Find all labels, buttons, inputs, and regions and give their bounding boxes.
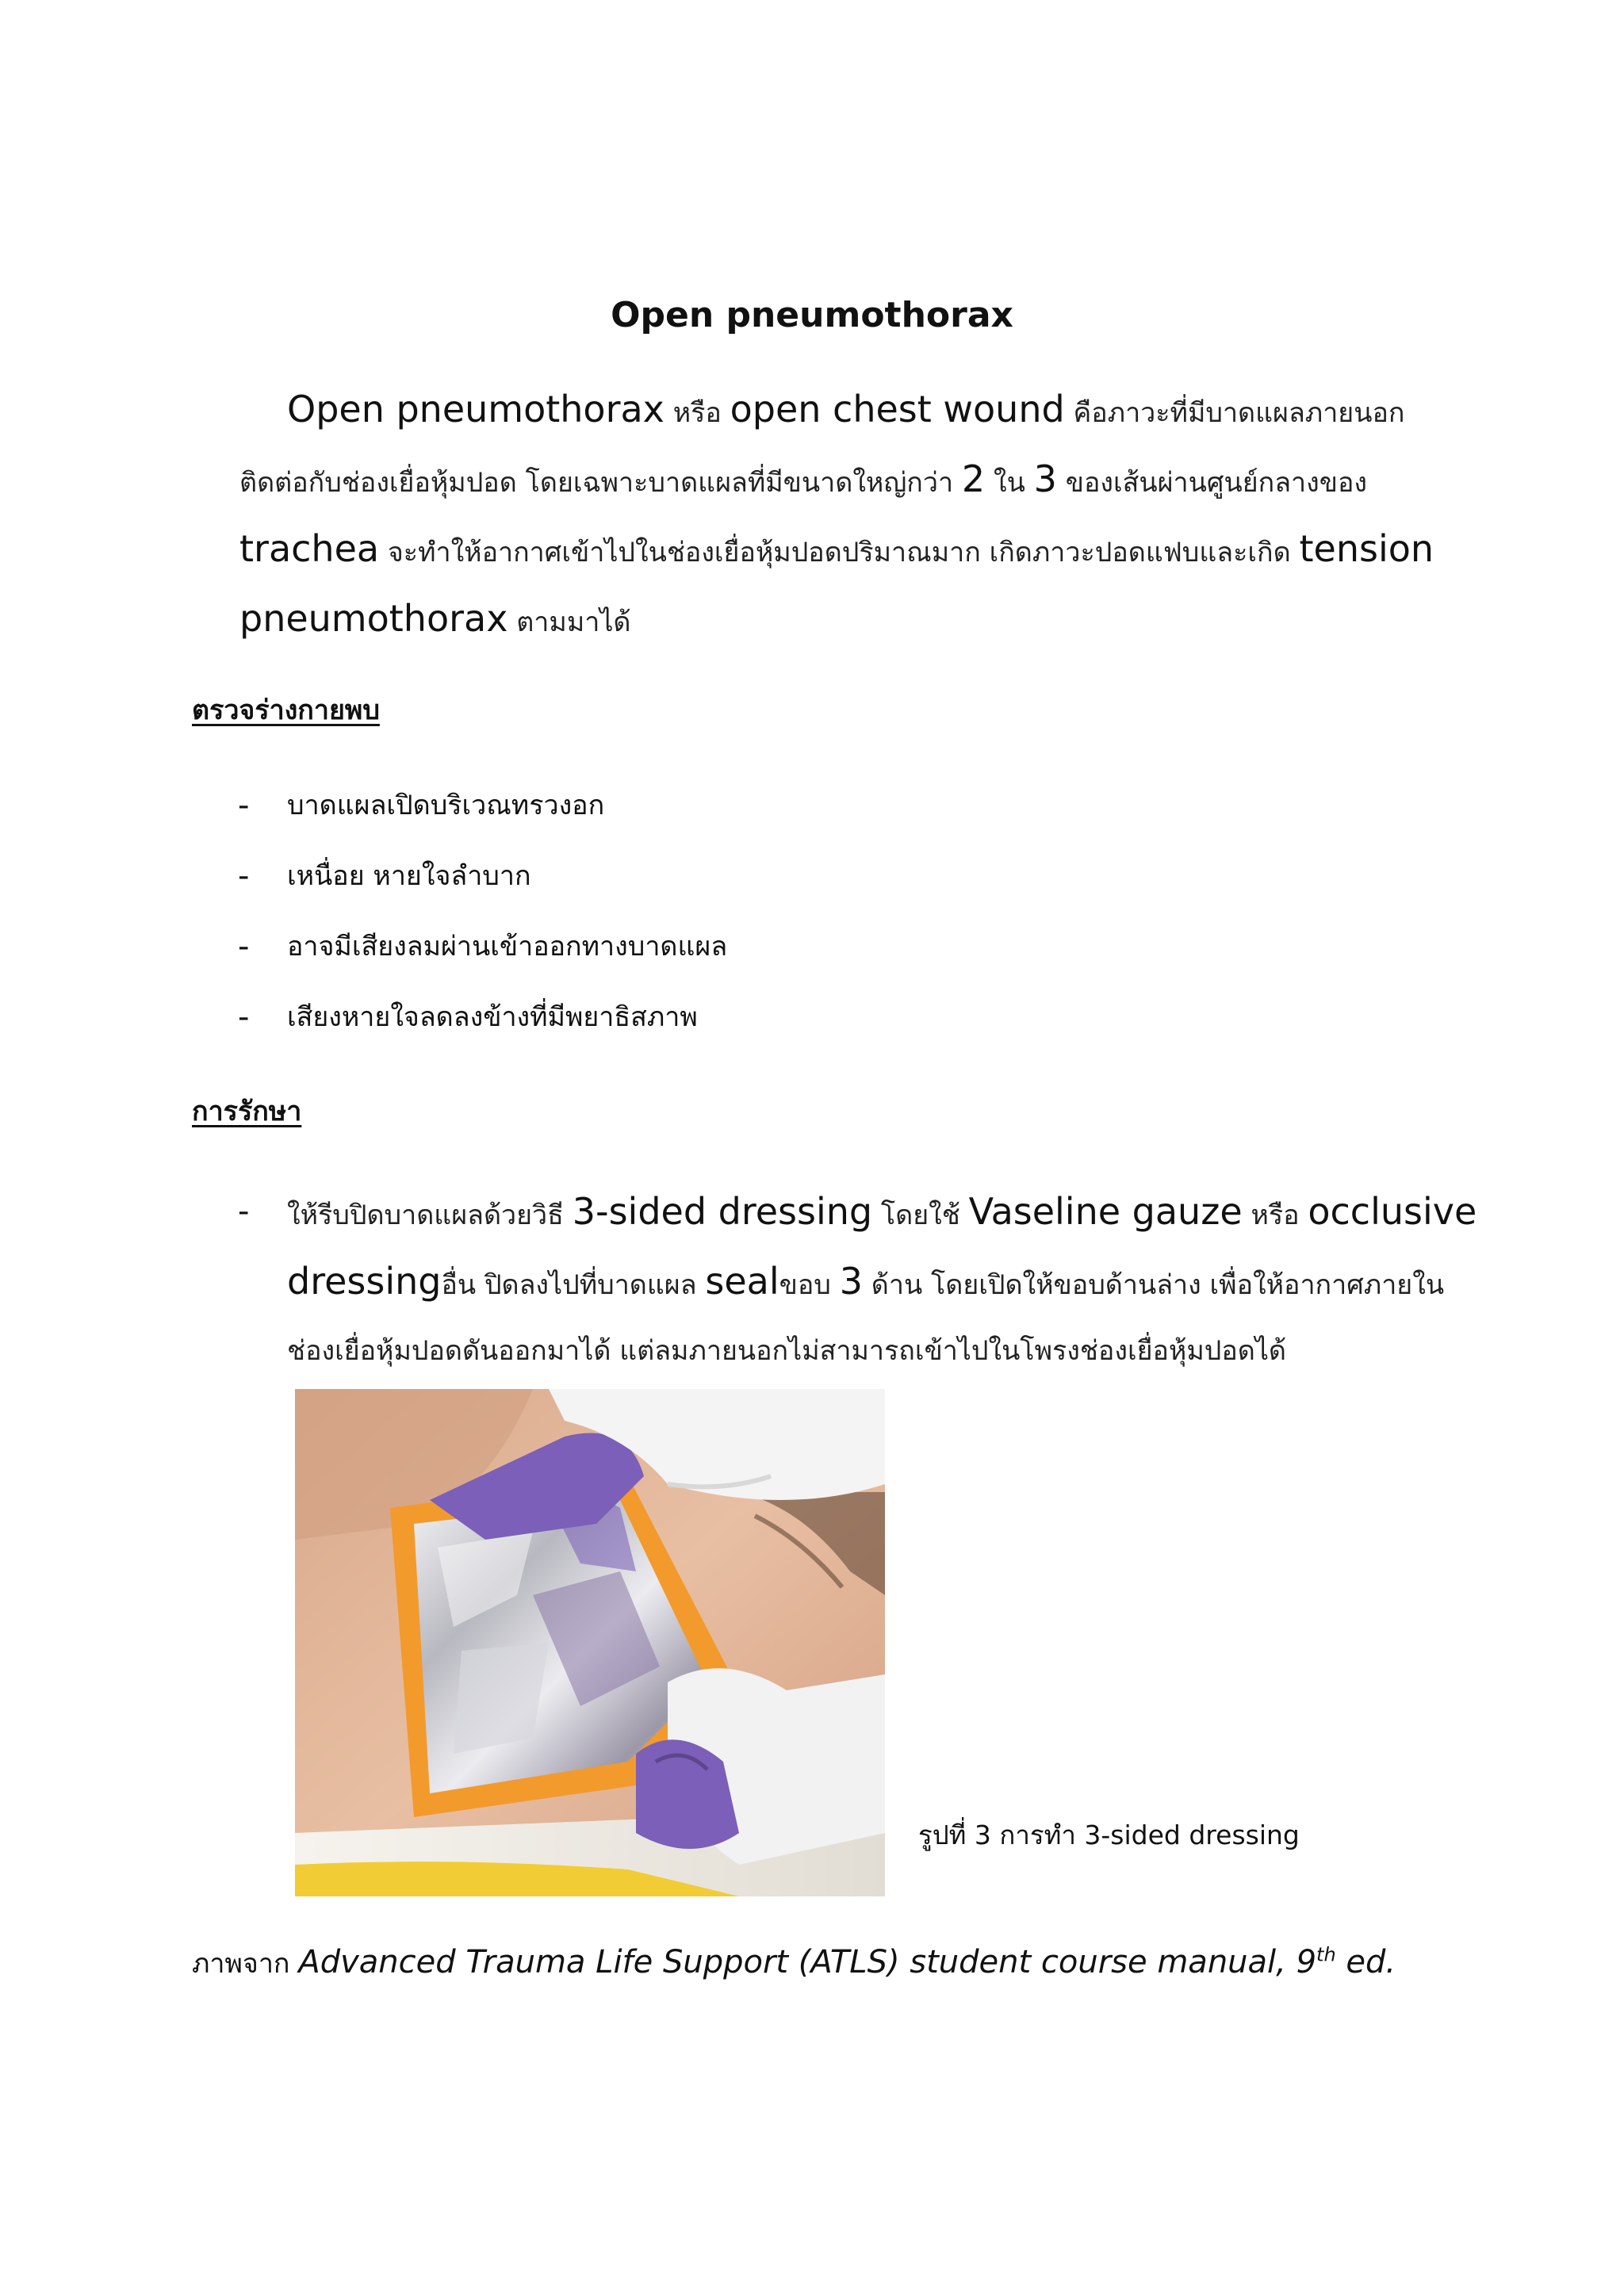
dash-bullet: -: [238, 858, 250, 894]
list-item-text: บาดแผลเปิดบริเวณทรวงอก: [287, 790, 605, 821]
intro-text: ใน: [985, 467, 1034, 499]
term-dressing: dressing: [287, 1260, 442, 1303]
intro-text: ของเส้นผ่านศูนย์กลางของ: [1056, 467, 1367, 499]
treatment-line-1: [238, 1177, 1475, 1246]
treatment-line-2: [238, 1246, 1475, 1316]
term-open-chest-wound: open chest wound: [730, 388, 1065, 430]
dressing-photo: [295, 1389, 885, 1896]
treatment-number: 3: [839, 1260, 863, 1303]
term-open-pneumothorax: Open pneumothorax: [287, 388, 665, 430]
list-item: [238, 782, 1475, 852]
term-seal: seal: [705, 1260, 779, 1303]
list-item-text: เหนื่อย หายใจลำบาก: [287, 860, 531, 892]
source-citation: [298, 1944, 1396, 1980]
page-title: Open pneumothorax: [611, 295, 1013, 335]
intro-text: ติดต่อกับช่องเยื่อหุ้มปอด โดยเฉพาะบาดแผลที่มีขนาดใหญ่กว่า: [239, 467, 962, 499]
term-tension: tension: [1299, 527, 1434, 570]
intro-line-3: [239, 514, 1445, 584]
treatment-text: หรือ: [1242, 1200, 1308, 1231]
dash-bullet: -: [238, 999, 250, 1035]
treatment-heading: การรักษา: [192, 1096, 302, 1127]
treatment-text: ให้รีบปิดบาดแผลด้วยวิธี: [287, 1200, 573, 1231]
term-3-sided-dressing: 3-sided dressing: [572, 1190, 873, 1233]
intro-line-1: [239, 374, 1445, 444]
treatment-text: ขอบ: [779, 1269, 840, 1301]
term-vaseline-gauze: Vaseline gauze: [968, 1190, 1243, 1233]
intro-line-4: [239, 584, 1445, 653]
exam-heading: ตรวจร่างกายพบ: [192, 695, 380, 726]
treatment-text: อื่น ปิดลงไปที่บาดแผล: [441, 1269, 706, 1301]
term-pneumothorax: pneumothorax: [239, 597, 508, 640]
intro-line-2: [239, 444, 1445, 514]
list-item: [238, 993, 1475, 1064]
source-edition: ed.: [1335, 1944, 1396, 1980]
treatment-text: ช่องเยื่อหุ้มปอดดันออกมาได้ แต่ลมภายนอกไม่สามารถเข้าไปในโพรงช่องเยื่อหุ้มปอดได้: [287, 1335, 1286, 1367]
intro-text: คือภาวะที่มีบาดแผลภายนอก: [1064, 397, 1405, 429]
list-item: [238, 923, 1475, 993]
list-item: [238, 852, 1475, 923]
image-source: [192, 1934, 1396, 1996]
exam-list: [238, 782, 1475, 1064]
intro-number: 3: [1033, 457, 1057, 500]
list-item-text: อาจมีเสียงลมผ่านเข้าออกทางบาดแผล: [287, 931, 728, 962]
treatment-item: [238, 1177, 1475, 1386]
treatment-text: โดยใช้: [872, 1200, 969, 1231]
dash-bullet: -: [238, 1193, 250, 1230]
source-prefix: ภาพจาก: [192, 1948, 299, 1980]
treatment-text: ด้าน โดยเปิดให้ขอบด้านล่าง เพื่อให้อากาศภายใน: [862, 1269, 1445, 1301]
dressing-illustration: [295, 1389, 885, 1896]
intro-number: 2: [961, 457, 986, 500]
intro-text: ตามมาได้: [508, 607, 631, 638]
treatment-line-3: [238, 1316, 1475, 1386]
dash-bullet: -: [238, 928, 250, 965]
dash-bullet: -: [238, 787, 250, 824]
intro-paragraph: [239, 374, 1445, 653]
source-superscript: th: [1316, 1943, 1336, 1966]
list-item-text: เสียงหายใจลดลงข้างที่มีพยาธิสภาพ: [287, 1001, 698, 1033]
source-title: Advanced Trauma Life Support (ATLS) student course manual, 9: [298, 1944, 1317, 1980]
intro-text: จะทำให้อากาศเข้าไปในช่องเยื่อหุ้มปอดปริมาณมาก เกิดภาวะปอดแฟบและเกิด: [379, 537, 1300, 568]
term-occlusive: occlusive: [1308, 1190, 1477, 1233]
figure-caption: รูปที่ 3 การทำ 3-sided dressing: [918, 1820, 1300, 1850]
term-trachea: trachea: [239, 527, 380, 570]
intro-text: หรือ: [664, 397, 730, 429]
